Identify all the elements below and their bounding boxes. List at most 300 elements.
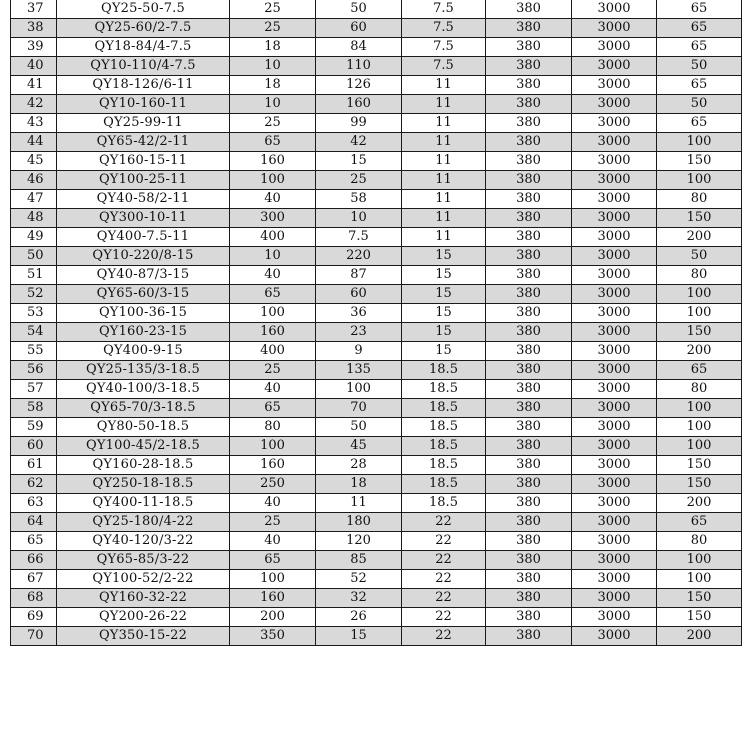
voltage-cell: 380 [486, 627, 572, 646]
outlet-cell: 50 [657, 247, 742, 266]
voltage-cell: 380 [486, 171, 572, 190]
model-cell: QY400-7.5-11 [57, 228, 230, 247]
model-cell: QY160-28-18.5 [57, 456, 230, 475]
flow-cell: 25 [230, 513, 316, 532]
model-cell: QY25-60/2-7.5 [57, 19, 230, 38]
flow-cell: 25 [230, 361, 316, 380]
table-row [11, 152, 742, 171]
voltage-cell: 380 [486, 551, 572, 570]
voltage-cell: 380 [486, 437, 572, 456]
table-body [11, 0, 742, 646]
power-cell: 18.5 [402, 437, 486, 456]
flow-cell: 300 [230, 209, 316, 228]
head-cell: 126 [316, 76, 402, 95]
outlet-cell: 100 [657, 285, 742, 304]
model-cell: QY10-160-11 [57, 95, 230, 114]
head-cell: 10 [316, 209, 402, 228]
model-cell: QY300-10-11 [57, 209, 230, 228]
row-number: 67 [11, 570, 57, 589]
power-cell: 18.5 [402, 494, 486, 513]
head-cell: 110 [316, 57, 402, 76]
model-cell: QY25-50-7.5 [57, 0, 230, 19]
model-cell: QY25-135/3-18.5 [57, 361, 230, 380]
table-row [11, 285, 742, 304]
head-cell: 26 [316, 608, 402, 627]
flow-cell: 18 [230, 38, 316, 57]
table-row [11, 95, 742, 114]
flow-cell: 65 [230, 285, 316, 304]
row-number: 69 [11, 608, 57, 627]
row-number: 66 [11, 551, 57, 570]
voltage-cell: 380 [486, 532, 572, 551]
table-row [11, 323, 742, 342]
voltage-cell: 380 [486, 247, 572, 266]
row-number: 53 [11, 304, 57, 323]
row-number: 70 [11, 627, 57, 646]
flow-cell: 25 [230, 114, 316, 133]
outlet-cell: 65 [657, 38, 742, 57]
head-cell: 32 [316, 589, 402, 608]
speed-cell: 3000 [572, 19, 657, 38]
table-row [11, 228, 742, 247]
power-cell: 11 [402, 209, 486, 228]
power-cell: 18.5 [402, 475, 486, 494]
row-number: 60 [11, 437, 57, 456]
voltage-cell: 380 [486, 114, 572, 133]
power-cell: 15 [402, 285, 486, 304]
flow-cell: 250 [230, 475, 316, 494]
flow-cell: 160 [230, 152, 316, 171]
outlet-cell: 200 [657, 494, 742, 513]
head-cell: 23 [316, 323, 402, 342]
row-number: 64 [11, 513, 57, 532]
voltage-cell: 380 [486, 266, 572, 285]
voltage-cell: 380 [486, 589, 572, 608]
row-number: 68 [11, 589, 57, 608]
model-cell: QY160-15-11 [57, 152, 230, 171]
flow-cell: 40 [230, 494, 316, 513]
outlet-cell: 100 [657, 551, 742, 570]
voltage-cell: 380 [486, 190, 572, 209]
power-cell: 11 [402, 171, 486, 190]
head-cell: 180 [316, 513, 402, 532]
row-number: 48 [11, 209, 57, 228]
outlet-cell: 65 [657, 361, 742, 380]
table-row [11, 76, 742, 95]
table-row [11, 342, 742, 361]
speed-cell: 3000 [572, 247, 657, 266]
head-cell: 60 [316, 285, 402, 304]
table-row [11, 437, 742, 456]
outlet-cell: 200 [657, 342, 742, 361]
speed-cell: 3000 [572, 513, 657, 532]
outlet-cell: 100 [657, 418, 742, 437]
model-cell: QY40-120/3-22 [57, 532, 230, 551]
voltage-cell: 380 [486, 608, 572, 627]
row-number: 47 [11, 190, 57, 209]
head-cell: 70 [316, 399, 402, 418]
speed-cell: 3000 [572, 589, 657, 608]
table-row [11, 608, 742, 627]
row-number: 43 [11, 114, 57, 133]
model-cell: QY100-25-11 [57, 171, 230, 190]
flow-cell: 160 [230, 323, 316, 342]
flow-cell: 100 [230, 304, 316, 323]
power-cell: 11 [402, 76, 486, 95]
table-row [11, 133, 742, 152]
model-cell: QY400-9-15 [57, 342, 230, 361]
power-cell: 22 [402, 551, 486, 570]
row-number: 46 [11, 171, 57, 190]
row-number: 44 [11, 133, 57, 152]
speed-cell: 3000 [572, 475, 657, 494]
model-cell: QY65-60/3-15 [57, 285, 230, 304]
voltage-cell: 380 [486, 513, 572, 532]
head-cell: 120 [316, 532, 402, 551]
row-number: 63 [11, 494, 57, 513]
model-cell: QY40-58/2-11 [57, 190, 230, 209]
outlet-cell: 150 [657, 323, 742, 342]
table-row [11, 209, 742, 228]
speed-cell: 3000 [572, 570, 657, 589]
outlet-cell: 100 [657, 437, 742, 456]
outlet-cell: 65 [657, 513, 742, 532]
speed-cell: 3000 [572, 608, 657, 627]
head-cell: 99 [316, 114, 402, 133]
speed-cell: 3000 [572, 399, 657, 418]
power-cell: 15 [402, 323, 486, 342]
row-number: 52 [11, 285, 57, 304]
outlet-cell: 150 [657, 589, 742, 608]
table-row [11, 114, 742, 133]
head-cell: 87 [316, 266, 402, 285]
row-number: 40 [11, 57, 57, 76]
table-row [11, 304, 742, 323]
speed-cell: 3000 [572, 304, 657, 323]
row-number: 39 [11, 38, 57, 57]
voltage-cell: 380 [486, 380, 572, 399]
table-row [11, 418, 742, 437]
speed-cell: 3000 [572, 171, 657, 190]
flow-cell: 160 [230, 456, 316, 475]
model-cell: QY40-87/3-15 [57, 266, 230, 285]
power-cell: 22 [402, 570, 486, 589]
power-cell: 22 [402, 608, 486, 627]
speed-cell: 3000 [572, 342, 657, 361]
speed-cell: 3000 [572, 551, 657, 570]
row-number: 62 [11, 475, 57, 494]
table-row [11, 247, 742, 266]
head-cell: 28 [316, 456, 402, 475]
row-number: 41 [11, 76, 57, 95]
model-cell: QY100-52/2-22 [57, 570, 230, 589]
model-cell: QY10-110/4-7.5 [57, 57, 230, 76]
row-number: 57 [11, 380, 57, 399]
outlet-cell: 200 [657, 228, 742, 247]
outlet-cell: 65 [657, 19, 742, 38]
voltage-cell: 380 [486, 76, 572, 95]
speed-cell: 3000 [572, 0, 657, 19]
outlet-cell: 80 [657, 266, 742, 285]
flow-cell: 100 [230, 437, 316, 456]
voltage-cell: 380 [486, 342, 572, 361]
head-cell: 100 [316, 380, 402, 399]
flow-cell: 400 [230, 342, 316, 361]
head-cell: 52 [316, 570, 402, 589]
table-row [11, 0, 742, 19]
model-cell: QY160-32-22 [57, 589, 230, 608]
speed-cell: 3000 [572, 285, 657, 304]
model-cell: QY350-15-22 [57, 627, 230, 646]
outlet-cell: 150 [657, 608, 742, 627]
speed-cell: 3000 [572, 361, 657, 380]
speed-cell: 3000 [572, 494, 657, 513]
speed-cell: 3000 [572, 133, 657, 152]
row-number: 42 [11, 95, 57, 114]
head-cell: 50 [316, 418, 402, 437]
flow-cell: 25 [230, 19, 316, 38]
outlet-cell: 65 [657, 114, 742, 133]
row-number: 65 [11, 532, 57, 551]
flow-cell: 40 [230, 190, 316, 209]
power-cell: 7.5 [402, 38, 486, 57]
power-cell: 18.5 [402, 418, 486, 437]
outlet-cell: 150 [657, 152, 742, 171]
voltage-cell: 380 [486, 418, 572, 437]
flow-cell: 10 [230, 95, 316, 114]
table-row [11, 513, 742, 532]
outlet-cell: 200 [657, 627, 742, 646]
speed-cell: 3000 [572, 95, 657, 114]
model-cell: QY25-99-11 [57, 114, 230, 133]
table-row [11, 171, 742, 190]
voltage-cell: 380 [486, 57, 572, 76]
speed-cell: 3000 [572, 456, 657, 475]
speed-cell: 3000 [572, 228, 657, 247]
voltage-cell: 380 [486, 19, 572, 38]
voltage-cell: 380 [486, 152, 572, 171]
row-number: 45 [11, 152, 57, 171]
voltage-cell: 380 [486, 323, 572, 342]
head-cell: 84 [316, 38, 402, 57]
head-cell: 7.5 [316, 228, 402, 247]
flow-cell: 25 [230, 0, 316, 19]
flow-cell: 65 [230, 551, 316, 570]
head-cell: 15 [316, 152, 402, 171]
row-number: 59 [11, 418, 57, 437]
flow-cell: 160 [230, 589, 316, 608]
power-cell: 18.5 [402, 380, 486, 399]
voltage-cell: 380 [486, 475, 572, 494]
model-cell: QY10-220/8-15 [57, 247, 230, 266]
outlet-cell: 50 [657, 57, 742, 76]
speed-cell: 3000 [572, 38, 657, 57]
voltage-cell: 380 [486, 133, 572, 152]
speed-cell: 3000 [572, 437, 657, 456]
speed-cell: 3000 [572, 627, 657, 646]
table-row [11, 38, 742, 57]
flow-cell: 80 [230, 418, 316, 437]
power-cell: 7.5 [402, 19, 486, 38]
table-row [11, 494, 742, 513]
model-cell: QY65-70/3-18.5 [57, 399, 230, 418]
power-cell: 11 [402, 133, 486, 152]
voltage-cell: 380 [486, 304, 572, 323]
outlet-cell: 80 [657, 190, 742, 209]
outlet-cell: 65 [657, 0, 742, 19]
row-number: 38 [11, 19, 57, 38]
table-row [11, 551, 742, 570]
row-number: 61 [11, 456, 57, 475]
head-cell: 58 [316, 190, 402, 209]
power-cell: 15 [402, 304, 486, 323]
outlet-cell: 50 [657, 95, 742, 114]
voltage-cell: 380 [486, 209, 572, 228]
row-number: 56 [11, 361, 57, 380]
flow-cell: 65 [230, 399, 316, 418]
table-row [11, 456, 742, 475]
voltage-cell: 380 [486, 494, 572, 513]
power-cell: 15 [402, 342, 486, 361]
voltage-cell: 380 [486, 456, 572, 475]
outlet-cell: 150 [657, 209, 742, 228]
row-number: 54 [11, 323, 57, 342]
voltage-cell: 380 [486, 38, 572, 57]
model-cell: QY400-11-18.5 [57, 494, 230, 513]
model-cell: QY200-26-22 [57, 608, 230, 627]
model-cell: QY18-126/6-11 [57, 76, 230, 95]
flow-cell: 10 [230, 57, 316, 76]
table-row [11, 570, 742, 589]
head-cell: 220 [316, 247, 402, 266]
speed-cell: 3000 [572, 418, 657, 437]
row-number: 58 [11, 399, 57, 418]
head-cell: 9 [316, 342, 402, 361]
outlet-cell: 65 [657, 76, 742, 95]
power-cell: 15 [402, 247, 486, 266]
head-cell: 50 [316, 0, 402, 19]
flow-cell: 40 [230, 380, 316, 399]
model-cell: QY100-36-15 [57, 304, 230, 323]
table-row [11, 361, 742, 380]
outlet-cell: 100 [657, 570, 742, 589]
power-cell: 22 [402, 589, 486, 608]
speed-cell: 3000 [572, 57, 657, 76]
speed-cell: 3000 [572, 266, 657, 285]
voltage-cell: 380 [486, 0, 572, 19]
power-cell: 22 [402, 627, 486, 646]
speed-cell: 3000 [572, 190, 657, 209]
speed-cell: 3000 [572, 380, 657, 399]
table-row [11, 380, 742, 399]
voltage-cell: 380 [486, 399, 572, 418]
model-cell: QY100-45/2-18.5 [57, 437, 230, 456]
flow-cell: 40 [230, 266, 316, 285]
table-row [11, 57, 742, 76]
speed-cell: 3000 [572, 323, 657, 342]
power-cell: 11 [402, 114, 486, 133]
flow-cell: 18 [230, 76, 316, 95]
flow-cell: 40 [230, 532, 316, 551]
table-row [11, 266, 742, 285]
outlet-cell: 100 [657, 133, 742, 152]
head-cell: 160 [316, 95, 402, 114]
speed-cell: 3000 [572, 152, 657, 171]
table-row [11, 589, 742, 608]
power-cell: 18.5 [402, 456, 486, 475]
model-cell: QY18-84/4-7.5 [57, 38, 230, 57]
head-cell: 36 [316, 304, 402, 323]
outlet-cell: 150 [657, 456, 742, 475]
head-cell: 60 [316, 19, 402, 38]
table-row [11, 190, 742, 209]
speed-cell: 3000 [572, 532, 657, 551]
head-cell: 15 [316, 627, 402, 646]
power-cell: 11 [402, 228, 486, 247]
table-row [11, 475, 742, 494]
head-cell: 85 [316, 551, 402, 570]
power-cell: 11 [402, 152, 486, 171]
head-cell: 135 [316, 361, 402, 380]
head-cell: 11 [316, 494, 402, 513]
power-cell: 22 [402, 513, 486, 532]
table-row [11, 19, 742, 38]
flow-cell: 100 [230, 570, 316, 589]
head-cell: 42 [316, 133, 402, 152]
table-row [11, 399, 742, 418]
row-number: 49 [11, 228, 57, 247]
power-cell: 22 [402, 532, 486, 551]
flow-cell: 400 [230, 228, 316, 247]
flow-cell: 350 [230, 627, 316, 646]
head-cell: 25 [316, 171, 402, 190]
spec-sheet [10, 0, 741, 646]
power-cell: 11 [402, 190, 486, 209]
head-cell: 18 [316, 475, 402, 494]
model-cell: QY250-18-18.5 [57, 475, 230, 494]
voltage-cell: 380 [486, 285, 572, 304]
model-cell: QY65-85/3-22 [57, 551, 230, 570]
power-cell: 7.5 [402, 0, 486, 19]
outlet-cell: 100 [657, 171, 742, 190]
outlet-cell: 80 [657, 532, 742, 551]
outlet-cell: 150 [657, 475, 742, 494]
outlet-cell: 100 [657, 399, 742, 418]
row-number: 50 [11, 247, 57, 266]
power-cell: 7.5 [402, 57, 486, 76]
pump-spec-table [10, 0, 742, 646]
table-row [11, 532, 742, 551]
voltage-cell: 380 [486, 228, 572, 247]
model-cell: QY65-42/2-11 [57, 133, 230, 152]
power-cell: 15 [402, 266, 486, 285]
power-cell: 11 [402, 95, 486, 114]
table-row [11, 627, 742, 646]
speed-cell: 3000 [572, 76, 657, 95]
flow-cell: 200 [230, 608, 316, 627]
row-number: 55 [11, 342, 57, 361]
voltage-cell: 380 [486, 361, 572, 380]
voltage-cell: 380 [486, 570, 572, 589]
flow-cell: 100 [230, 171, 316, 190]
power-cell: 18.5 [402, 399, 486, 418]
model-cell: QY160-23-15 [57, 323, 230, 342]
outlet-cell: 80 [657, 380, 742, 399]
flow-cell: 65 [230, 133, 316, 152]
row-number: 37 [11, 0, 57, 19]
model-cell: QY25-180/4-22 [57, 513, 230, 532]
outlet-cell: 100 [657, 304, 742, 323]
